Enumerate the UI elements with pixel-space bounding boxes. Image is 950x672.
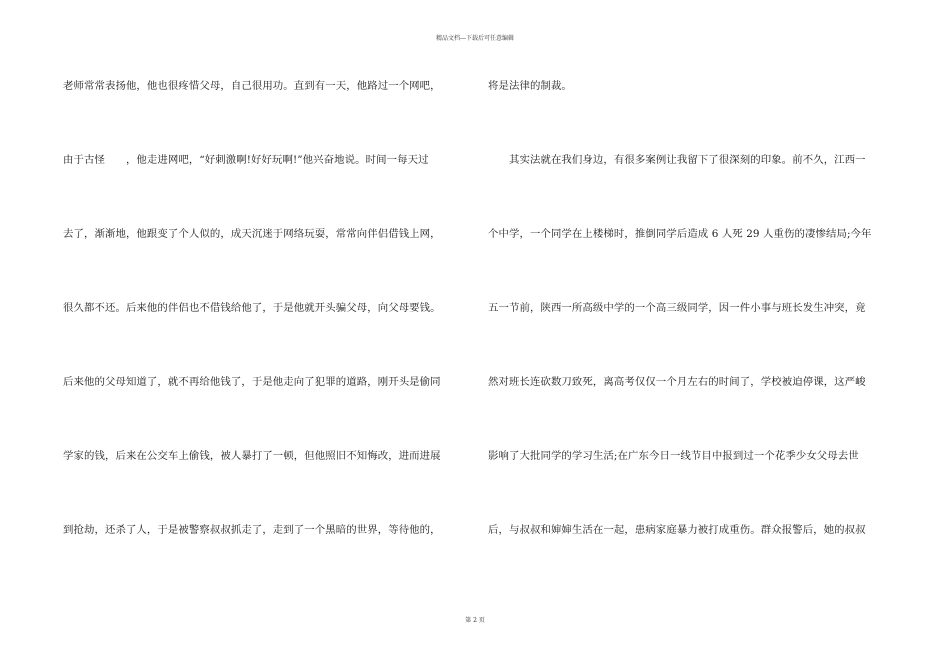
left-line-6: 学家的钱，后来在公交车上偷钱，被人暴打了一顿，但他照旧不知悔改，进而进展 <box>63 450 441 462</box>
right-line-4: 五一节前，陕西一所高级中学的一个高三级同学，因一件小事与班长发生冲突，竟 <box>488 302 866 314</box>
page-footer: 第 2 页 <box>465 617 485 624</box>
right-line-1: 将是法律的制裁。 <box>488 80 572 92</box>
page-header: 精品文档---下载后可任意编辑 <box>435 35 515 42</box>
left-line-4: 很久都不还。后来他的伴侣也不借钱给他了，于是他就开头骗父母，向父母要钱。 <box>63 302 441 314</box>
left-line-1: 老师常常表扬他，他也很疼惜父母，自己很用功。直到有一天，他路过一个网吧， <box>63 80 441 92</box>
left-line-2: 由于古怪 ，他走进网吧，“好刺激啊!好好玩啊!”他兴奋地说。时间一每天过 <box>63 154 429 166</box>
right-line-2: 其实法就在我们身边，有很多案例让我留下了很深刻的印象。前不久，江西一 <box>488 154 866 166</box>
right-line-6: 影响了大批同学的学习生活;在广东今日一线节目中报到过一个花季少女父母去世 <box>488 450 859 462</box>
left-line-5: 后来他的父母知道了，就不再给他钱了，于是他走向了犯罪的道路，刚开头是偷同 <box>63 376 441 388</box>
right-line-7: 后，与叔叔和婶婶生活在一起，患病家庭暴力被打成重伤。群众报警后，她的叔叔 <box>488 524 866 536</box>
right-line-5: 然对班长连砍数刀致死，离高考仅仅一个月左右的时间了，学校被迫停课，这严峻 <box>488 376 866 388</box>
left-line-7: 到抢劫，还杀了人，于是被警察叔叔抓走了，走到了一个黑暗的世界，等待他的， <box>63 524 441 536</box>
right-line-3: 个中学，一个同学在上楼梯时，推倒同学后造成 6 人死 29 人重伤的凄惨结局;今年 <box>488 228 872 240</box>
left-line-3: 去了，渐渐地，他跟变了个人似的，成天沉迷于网络玩耍，常常向伴侣借钱上网， <box>63 228 441 240</box>
